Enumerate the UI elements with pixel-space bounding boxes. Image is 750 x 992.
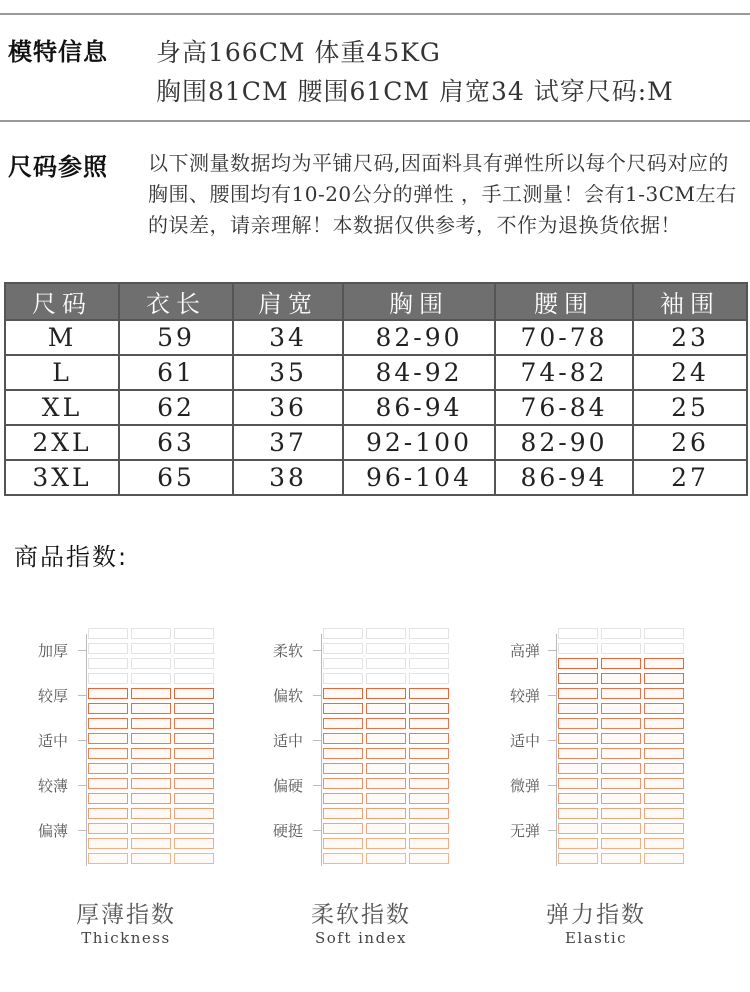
scale-tick	[548, 785, 556, 786]
table-cell: 26	[633, 425, 747, 460]
table-cell: 38	[233, 460, 343, 495]
table-row	[5, 355, 747, 390]
table-cell: 76-84	[495, 390, 633, 425]
table-row	[5, 425, 747, 460]
scale-tick	[313, 740, 321, 741]
table-cell: 61	[119, 355, 233, 390]
level-cell-active	[366, 733, 406, 744]
size-table	[4, 282, 748, 496]
level-cell-active	[558, 718, 598, 729]
scale-tick	[313, 785, 321, 786]
level-cell-active	[409, 853, 449, 864]
level-cell-active	[174, 748, 214, 759]
scale-level-label: 柔软	[273, 642, 304, 660]
level-cell-active	[88, 823, 128, 834]
level-cell-active	[558, 748, 598, 759]
model-info-label: 模特信息	[8, 38, 108, 66]
scale-tick	[78, 785, 86, 786]
scale-level-label: 微弹	[510, 777, 541, 795]
scale-level-label: 较薄	[38, 777, 69, 795]
table-cell: 92-100	[343, 425, 495, 460]
table-cell: 23	[633, 320, 747, 355]
level-cell-active	[366, 703, 406, 714]
size-table-header-row	[5, 283, 747, 320]
header-size: 尺码	[5, 283, 119, 320]
level-cell-active	[601, 688, 641, 699]
level-cell-active	[558, 808, 598, 819]
header-length: 衣长	[119, 283, 233, 320]
level-cell-active	[409, 793, 449, 804]
level-cell-active	[174, 763, 214, 774]
level-cell-active	[323, 748, 363, 759]
scale-tick	[548, 695, 556, 696]
level-cell-active	[366, 748, 406, 759]
level-cell-active	[409, 703, 449, 714]
table-row	[5, 460, 747, 495]
table-cell: 3XL	[5, 460, 119, 495]
level-cell-active	[366, 853, 406, 864]
table-cell: 74-82	[495, 355, 633, 390]
level-cell-active	[409, 823, 449, 834]
level-cell-active	[323, 793, 363, 804]
table-cell: 36	[233, 390, 343, 425]
scale-level-label: 高弹	[510, 642, 541, 660]
level-cell-active	[88, 703, 128, 714]
level-cell	[409, 643, 449, 654]
level-cell-active	[131, 778, 171, 789]
level-cell-active	[131, 748, 171, 759]
level-cell	[601, 628, 641, 639]
level-cell-active	[644, 658, 684, 669]
level-cell-active	[644, 823, 684, 834]
level-cell-active	[601, 853, 641, 864]
level-cell-active	[88, 853, 128, 864]
level-cell-active	[174, 793, 214, 804]
level-cell	[88, 628, 128, 639]
thickness-index-subtitle: Thickness	[81, 929, 171, 947]
level-cell-active	[644, 688, 684, 699]
level-cell-active	[366, 763, 406, 774]
elasticity-index-subtitle: Elastic	[564, 929, 628, 947]
level-cell-active	[409, 748, 449, 759]
scale-level-label: 较厚	[38, 687, 69, 705]
level-cell-active	[131, 763, 171, 774]
level-cell	[131, 643, 171, 654]
level-cell-active	[366, 793, 406, 804]
level-cell-active	[558, 673, 598, 684]
scale-level-label: 较弹	[510, 687, 541, 705]
level-cell-active	[174, 703, 214, 714]
level-cell	[174, 628, 214, 639]
table-cell: 27	[633, 460, 747, 495]
table-cell: 24	[633, 355, 747, 390]
level-cell-active	[558, 703, 598, 714]
header-sleeve: 袖围	[633, 283, 747, 320]
level-cell-active	[174, 733, 214, 744]
scale-level-label: 硬挺	[273, 822, 304, 840]
level-cell-active	[174, 778, 214, 789]
level-cell-active	[323, 853, 363, 864]
level-cell	[174, 658, 214, 669]
level-cell-active	[131, 793, 171, 804]
level-cell	[558, 628, 598, 639]
elasticity-index-panel	[476, 626, 716, 956]
table-cell: 82-90	[495, 425, 633, 460]
scale-level-label: 无弹	[510, 822, 541, 840]
thickness-index-panel	[6, 626, 246, 956]
table-cell: 35	[233, 355, 343, 390]
softness-index-title: 柔软指数	[311, 902, 411, 928]
level-cell-active	[601, 658, 641, 669]
level-cell	[88, 643, 128, 654]
level-cell-active	[174, 688, 214, 699]
scale-tick	[78, 830, 86, 831]
scale-level-label: 适中	[273, 732, 304, 750]
level-cell-active	[131, 838, 171, 849]
level-cell-active	[644, 733, 684, 744]
level-cell	[131, 628, 171, 639]
table-cell: 59	[119, 320, 233, 355]
level-cell-active	[366, 688, 406, 699]
middle-divider	[0, 120, 750, 122]
header-shoulder: 肩宽	[233, 283, 343, 320]
level-cell	[366, 643, 406, 654]
level-cell-active	[88, 718, 128, 729]
level-cell	[366, 628, 406, 639]
level-cell-active	[644, 808, 684, 819]
level-cell-active	[558, 763, 598, 774]
scale-tick	[78, 740, 86, 741]
scale-tick	[548, 740, 556, 741]
level-cell-active	[174, 823, 214, 834]
level-cell	[174, 673, 214, 684]
level-cell-active	[131, 733, 171, 744]
level-cell-active	[131, 853, 171, 864]
level-cell-active	[601, 778, 641, 789]
table-cell: M	[5, 320, 119, 355]
scale-axis	[86, 634, 87, 866]
table-cell: 65	[119, 460, 233, 495]
level-cell-active	[558, 688, 598, 699]
level-cell-active	[409, 688, 449, 699]
level-cell-active	[174, 853, 214, 864]
scale-tick	[313, 830, 321, 831]
level-cell-active	[409, 778, 449, 789]
level-cell-active	[131, 823, 171, 834]
level-cell-active	[558, 853, 598, 864]
table-cell: 2XL	[5, 425, 119, 460]
level-cell-active	[323, 688, 363, 699]
level-cell	[323, 658, 363, 669]
level-cell	[174, 643, 214, 654]
level-cell-active	[88, 793, 128, 804]
size-reference-label: 尺码参照	[8, 153, 108, 181]
level-cell-active	[323, 763, 363, 774]
level-cell	[558, 643, 598, 654]
level-cell-active	[323, 718, 363, 729]
level-cell-active	[601, 718, 641, 729]
level-cell-active	[601, 703, 641, 714]
header-waist: 腰围	[495, 283, 633, 320]
level-cell-active	[88, 778, 128, 789]
level-cell-active	[558, 838, 598, 849]
table-cell: L	[5, 355, 119, 390]
header-chest: 胸围	[343, 283, 495, 320]
level-cell-active	[131, 688, 171, 699]
level-cell-active	[323, 703, 363, 714]
level-cell-active	[409, 763, 449, 774]
level-cell	[88, 658, 128, 669]
level-cell	[366, 673, 406, 684]
level-cell-active	[88, 808, 128, 819]
scale-axis	[321, 634, 322, 866]
level-cell	[131, 673, 171, 684]
scale-level-label: 偏软	[273, 687, 304, 705]
level-cell	[323, 643, 363, 654]
level-cell-active	[323, 838, 363, 849]
level-cell-active	[366, 808, 406, 819]
level-cell	[131, 658, 171, 669]
table-cell: XL	[5, 390, 119, 425]
level-cell-active	[558, 733, 598, 744]
level-cell-active	[409, 718, 449, 729]
level-cell-active	[323, 808, 363, 819]
level-cell-active	[131, 718, 171, 729]
level-cell-active	[88, 838, 128, 849]
level-cell-active	[601, 838, 641, 849]
level-cell-active	[601, 673, 641, 684]
top-divider	[0, 13, 750, 15]
level-cell-active	[88, 733, 128, 744]
table-cell: 70-78	[495, 320, 633, 355]
level-cell-active	[601, 748, 641, 759]
scale-level-label: 适中	[38, 732, 69, 750]
level-cell-active	[601, 763, 641, 774]
level-cell	[644, 643, 684, 654]
level-cell	[409, 658, 449, 669]
level-cell-active	[323, 823, 363, 834]
level-cell-active	[366, 718, 406, 729]
scale-tick	[78, 650, 86, 651]
level-cell-active	[131, 703, 171, 714]
level-cell	[323, 628, 363, 639]
table-cell: 34	[233, 320, 343, 355]
table-row	[5, 320, 747, 355]
level-cell-active	[601, 793, 641, 804]
level-cell-active	[366, 838, 406, 849]
level-cell-active	[601, 808, 641, 819]
level-cell	[366, 658, 406, 669]
level-cell-active	[174, 718, 214, 729]
table-cell: 63	[119, 425, 233, 460]
scale-level-label: 偏硬	[273, 777, 304, 795]
table-cell: 96-104	[343, 460, 495, 495]
scale-axis	[556, 634, 557, 866]
level-cell-active	[558, 658, 598, 669]
level-cell	[323, 673, 363, 684]
level-cell-active	[644, 703, 684, 714]
level-cell-active	[409, 808, 449, 819]
level-cell-active	[644, 853, 684, 864]
thickness-index-title: 厚薄指数	[76, 902, 176, 928]
table-row	[5, 390, 747, 425]
size-reference-description: 以下测量数据均为平铺尺码,因面料具有弹性所以每个尺码对应的胸围、腰围均有10-20公分的弹性 ，手工测量！会有1-3CM左右的误差，请亲理解！本数据仅供参考，不作为退换货依据！	[148, 151, 737, 237]
softness-index-subtitle: Soft index	[314, 929, 408, 947]
scale-level-label: 适中	[510, 732, 541, 750]
scale-level-label: 偏薄	[38, 822, 69, 840]
scale-tick	[548, 830, 556, 831]
scale-level-label: 加厚	[38, 642, 69, 660]
model-info-line-2: 胸围81CM 腰围61CM 肩宽34 试穿尺码:M	[156, 77, 674, 106]
table-cell: 86-94	[495, 460, 633, 495]
level-cell-active	[174, 808, 214, 819]
level-cell-active	[409, 733, 449, 744]
level-cell-active	[601, 733, 641, 744]
level-cell-active	[644, 793, 684, 804]
level-cell-active	[323, 778, 363, 789]
table-cell: 82-90	[343, 320, 495, 355]
scale-tick	[313, 650, 321, 651]
table-cell: 37	[233, 425, 343, 460]
level-cell-active	[644, 838, 684, 849]
level-cell-active	[601, 823, 641, 834]
level-cell-active	[323, 733, 363, 744]
level-cell-active	[558, 778, 598, 789]
product-index-title: 商品指数:	[14, 543, 129, 571]
level-cell-active	[88, 748, 128, 759]
level-cell-active	[644, 673, 684, 684]
model-info-line-1: 身高166CM 体重45KG	[156, 38, 441, 67]
scale-tick	[78, 695, 86, 696]
scale-tick	[548, 650, 556, 651]
elasticity-index-title: 弹力指数	[546, 902, 646, 928]
level-cell-active	[131, 808, 171, 819]
scale-tick	[313, 695, 321, 696]
level-cell-active	[558, 793, 598, 804]
level-cell-active	[644, 718, 684, 729]
level-cell	[644, 628, 684, 639]
level-cell-active	[366, 778, 406, 789]
table-cell: 84-92	[343, 355, 495, 390]
level-cell-active	[366, 823, 406, 834]
level-cell-active	[644, 763, 684, 774]
level-cell	[409, 628, 449, 639]
table-cell: 62	[119, 390, 233, 425]
table-cell: 86-94	[343, 390, 495, 425]
level-cell-active	[88, 688, 128, 699]
level-cell-active	[644, 748, 684, 759]
level-cell-active	[644, 778, 684, 789]
table-cell: 25	[633, 390, 747, 425]
level-cell-active	[174, 838, 214, 849]
level-cell-active	[409, 838, 449, 849]
level-cell-active	[88, 763, 128, 774]
level-cell	[601, 643, 641, 654]
level-cell	[409, 673, 449, 684]
level-cell-active	[558, 823, 598, 834]
softness-index-panel	[241, 626, 481, 956]
level-cell	[88, 673, 128, 684]
